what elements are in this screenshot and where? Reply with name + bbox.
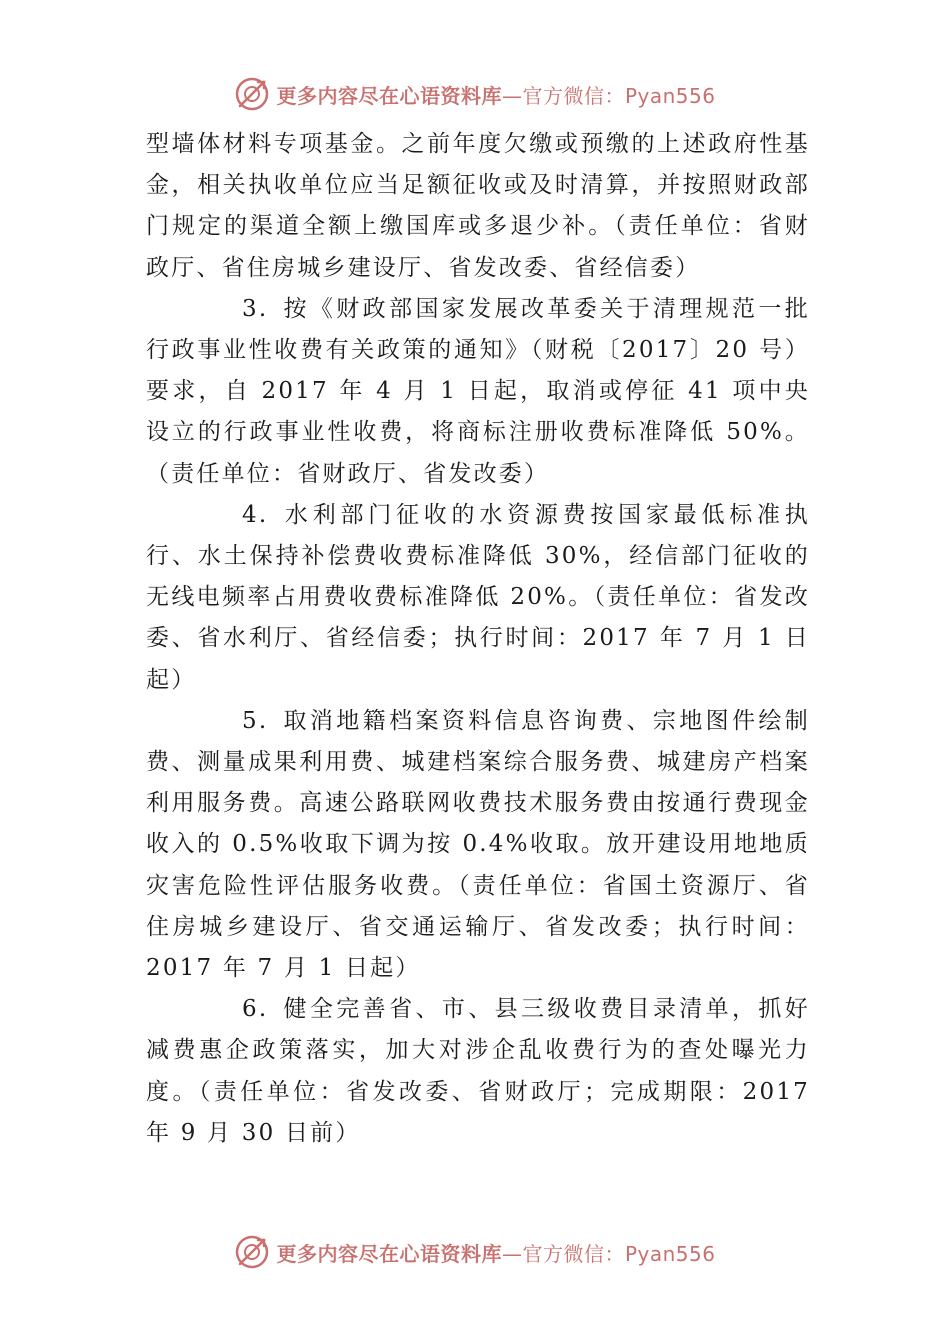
paragraph-text: 型墙体材料专项基金。之前年度欠缴或预缴的上述政府性基金，相关执收单位应当足额征收或及时清算，并按照财政部门规定的渠道全额上缴国库或多退少补。（责任单位：省财政厅、省住房城乡建设厅、省发改委、省经信委） <box>146 131 810 281</box>
brand-logo-icon <box>234 1234 270 1270</box>
paragraph-text: 健全完善省、市、县三级收费目录清单，抓好减费惠企政策落实，加大对涉企乱收费行为的查处曝光力度。（责任单位：省发改委、省财政厅；完成期限：2017 年 9 月 30 日前） <box>146 996 810 1146</box>
brand-logo-icon <box>234 76 270 112</box>
paragraph-text: 取消地籍档案资料信息咨询费、宗地图件绘制费、测量成果利用费、城建档案综合服务费、城建房产档案利用服务费。高速公路联网收费技术服务费由按通行费现金收入的 0.5%收取下调为按 0.4%收取。放开建设用地地质灾害危险性评估服务收费。（责任单位：省国土资源厅、省住房城乡建设厅、省交通运输厅、省发改委；执行时间：2017 年 7 月 1 日起） <box>146 707 810 982</box>
item-number: 6. <box>242 996 269 1023</box>
watermark-footer <box>0 1232 950 1272</box>
paragraph-item-3 <box>146 289 810 495</box>
paragraph-continuation <box>146 124 810 289</box>
paragraph-item-6 <box>146 989 810 1154</box>
watermark-text <box>276 80 715 109</box>
paragraph-text: 按《财政部国家发展改革委关于清理规范一批行政事业性收费有关政策的通知》（财税〔2017〕20 号）要求，自 2017 年 4 月 1 日起，取消或停征 41 项中央设立的行政事业性收费，将商标注册收费标准降低 50%。（责任单位：省财政厅、省发改委） <box>146 295 810 487</box>
watermark-brand: 更多内容尽在心语资料库 <box>276 1241 502 1266</box>
watermark-text <box>276 1238 715 1267</box>
item-number: 5. <box>242 707 269 734</box>
watermark-header <box>0 74 950 114</box>
paragraph-text: 水利部门征收的水资源费按国家最低标准执行、水土保持补偿费收费标准降低 30%，经信部门征收的无线电频率占用费收费标准降低 20%。（责任单位：省发改委、省水利厅、省经信委；执行时间：2017 年 7 月 1 日起） <box>146 501 810 693</box>
item-number: 3. <box>242 295 269 322</box>
watermark-dash: — <box>501 83 523 108</box>
paragraph-item-4 <box>146 495 810 701</box>
watermark-contact: 官方微信：Pyan556 <box>522 83 716 108</box>
paragraph-item-5 <box>146 701 810 989</box>
item-number: 4. <box>242 501 269 528</box>
watermark-brand: 更多内容尽在心语资料库 <box>276 83 502 108</box>
watermark-dash: — <box>501 1241 523 1266</box>
watermark-contact: 官方微信：Pyan556 <box>522 1241 716 1266</box>
document-body <box>146 124 810 1154</box>
